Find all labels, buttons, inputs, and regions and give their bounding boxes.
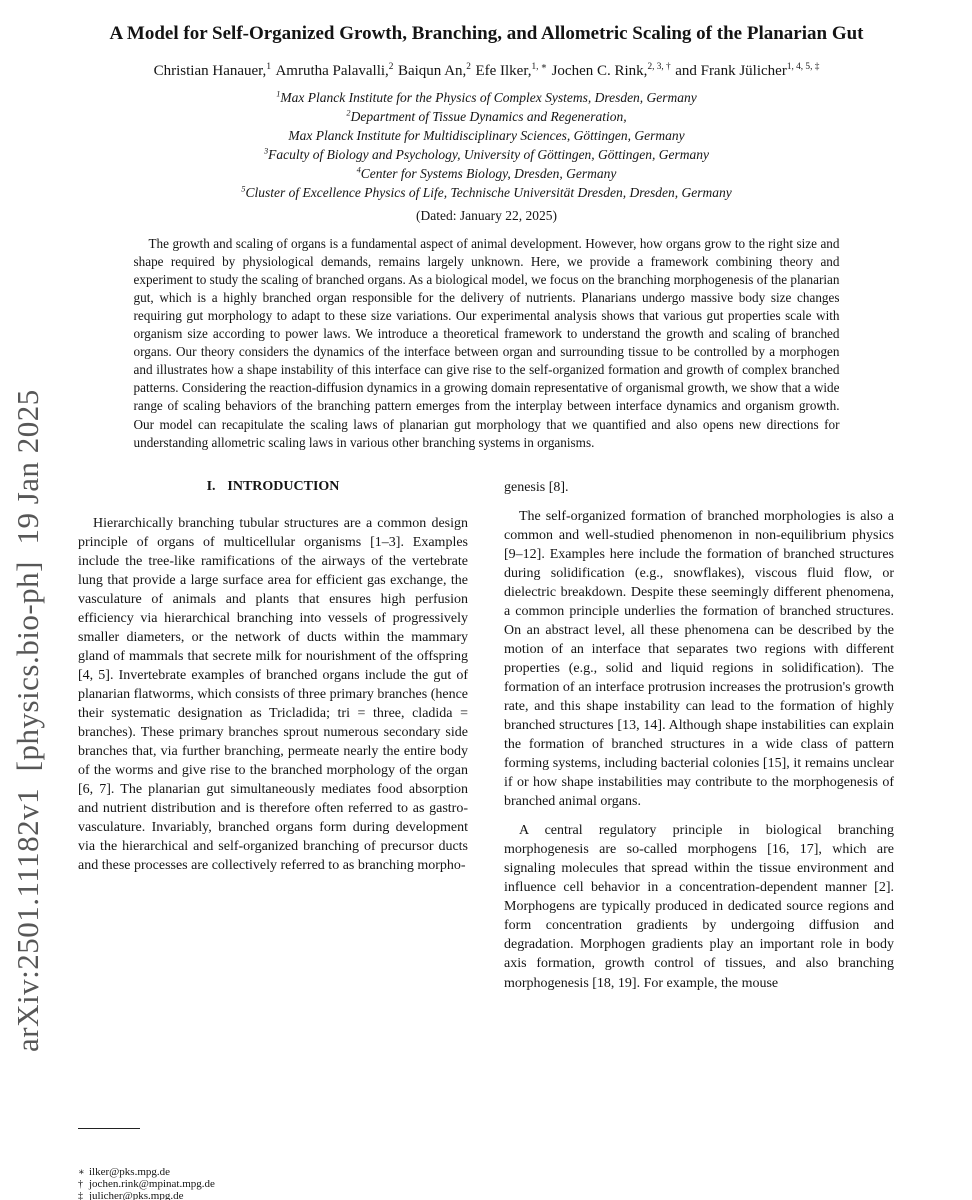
body-paragraph: The self-organized formation of branched morphologies is also a common and well-studied phenomenon in non-equilibrium physics [9–12]. Examples here include the formation of branched structures during solidification (e.g., snowflakes), viscous fluid flow, or dielectric breakdown. Despite these seemingly different phenomena, a common principle underlies the formation of branched structures. On an abstract level, all these phenomena can be described by the motion of an interface that separates two regions with different properties (e.g., solid and liquid regions in solidification). The formation of an interface protrusion increases the protrusion's growth rate, and this shape instability can lead to the formation of highly branched structures [13, 14]. Although shape instabilities can explain the formation of branched structures in a wide class of pattern forming systems, including bacterial colonies [15], it remains unclear if or how shape instabilities may contribute to the morphogenesis of branched animal organs.: [504, 508, 894, 810]
affiliation-marker: 3: [263, 146, 269, 156]
affiliation-line: [78, 184, 895, 203]
footnote-marker: ∗: [78, 1167, 85, 1178]
author-name: and Frank Jülicher: [675, 62, 787, 79]
author: [552, 63, 671, 79]
affiliation-marker: 5: [241, 184, 246, 194]
author-name: Amrutha Palavalli,: [275, 62, 389, 79]
body-paragraph: A central regulatory principle in biological branching morphogenesis are so-called morphogens [16, 17], which are signaling molecules that spread within the tissue environment and influence cell behavior in a concentration-dependent manner [2]. Morphogens are typically produced in dedicated source regions and form concentration gradients by undergoing diffusion and degradation. Morphogen gradients play an important role in body axis formation, growth control of tissues, and also branching morphogenesis [18, 19]. For example, the mouse: [504, 823, 894, 991]
author-affil-marker: 1, 4, 5, ‡: [786, 61, 820, 72]
affiliation-text: Max Planck Institute for the Physics of Complex Systems, Dresden, Germany: [280, 90, 697, 106]
author-affil-marker: 2: [388, 61, 394, 72]
affiliation-line: [78, 127, 895, 146]
paper-title: A Model for Self-Organized Growth, Branching, and Allometric Scaling of the Planarian Gut: [109, 23, 864, 44]
author: [475, 63, 547, 79]
author-name: Baiqun An,: [397, 62, 467, 79]
affiliation-text: Center for Systems Biology, Dresden, Germany: [360, 166, 617, 181]
footnote-marker: ‡: [78, 1190, 83, 1200]
author-affil-marker: 1: [266, 61, 271, 72]
affiliation-text: Department of Tissue Dynamics and Regeneration,: [350, 109, 627, 125]
footnote-marker: †: [78, 1178, 83, 1190]
left-column: [78, 478, 468, 1003]
author-name: Jochen C. Rink,: [551, 62, 648, 79]
affiliation-line: [78, 89, 895, 108]
footnote-area: [78, 1128, 468, 1200]
footnote-rule: [78, 1128, 140, 1129]
paper-content: [78, 0, 895, 1003]
affiliation-text: Cluster of Excellence Physics of Life, Technische Universität Dresden, Dresden, Germany: [245, 184, 732, 200]
arxiv-watermark: arXiv:2501.11182v1 [physics.bio-ph] 19 Jan 2025: [10, 389, 45, 1052]
author: [398, 63, 471, 79]
body-paragraph: genesis [8].: [504, 479, 569, 495]
footnote: [78, 1191, 468, 1200]
abstract: The growth and scaling of organs is a fundamental aspect of animal development. However, how organs grow to the right size and shape required by physiological demands, remains largely unknown. Here, we provide a framework combining theory and experiment to study the scaling of branched organs. As a biological model, we focus on the branching morphogenesis of the planarian gut, which is a highly branched organ responsible for the delivery of nutrients. Planarians undergo massive body size changes requiring gut morphology to adapt to these size variations. Our experimental analysis shows that various gut properties scale with organism size according to power laws. We introduce a theoretical framework to understand the growth and scaling of branched organs. Our theory considers the dynamics of the interface between organ and surrounding tissue to be controlled by a morphogen and illustrates how a shape instability of this interface can give rise to the self-organized formation and growth of complex branched patterns. Considering the reaction-diffusion dynamics in a growing domain representative of organismal growth, we show that a wide range of scaling behaviors of the branching pattern emerges from the interplay between interface dynamics and organism growth. Our model can recapitulate the scaling laws of planarian gut morphology that we quantified and also opens new directions for understanding allometric scaling laws in various other branching systems in organisms.: [133, 235, 840, 450]
affiliation-text: Faculty of Biology and Psychology, University of Göttingen, Göttingen, Germany: [268, 147, 710, 163]
body-paragraph: Hierarchically branching tubular structures are a common design principle of organs of multicellular organisms [1–3]. Examples include the tree-like ramifications of the airways of the vertebrate lung that provide a large surface area for efficient gas exchange, the vasculature of animals and plants that ensures high perfusion efficiency via hierarchical branching into vessels of progressively smaller diameters, or the network of ducts within the mammary gland of mammals that secrete milk for nourishment of the offspring [4, 5]. Invertebrate examples of branched organs include the gut of planarian flatworms, which consists of three primary branches (hence their systematic designation as Tricladida; tri = three, cladida = branches). These primary branches sprout numerous secondary side branches that, via further branching, permeate nearly the entire body of the worms and give rise to the branched morphology of the organ [6, 7]. The planarian gut simultaneously mediates food absorption and nutrient distribution and is therefore often referred to as gastro-vasculature. Invariably, branched organs form during development via the hierarchical and self-organized branching of precursor ducts and these processes are collectively referred to as branching morpho-: [78, 515, 468, 874]
affiliation-marker: 4: [356, 165, 361, 175]
affiliation-line: [78, 108, 895, 127]
affiliation-marker: 1: [276, 89, 281, 99]
author: [275, 63, 393, 79]
affiliation-text: Max Planck Institute for Multidisciplinary Sciences, Göttingen, Germany: [288, 128, 685, 144]
affiliation-line: [78, 146, 895, 165]
author-affil-marker: 1, ∗: [531, 61, 548, 72]
section-heading-introduction: [78, 479, 468, 495]
author-affil-marker: 2: [466, 61, 471, 72]
affiliation-marker: 2: [346, 108, 351, 118]
author-name: Christian Hanauer,: [153, 62, 267, 79]
section-number: I.: [206, 478, 216, 494]
date-line: (Dated: January 22, 2025): [416, 207, 557, 223]
footnote-email: ilker@pks.mpg.de: [89, 1166, 171, 1178]
footnote-email: jochen.rink@mpinat.mpg.de: [89, 1177, 215, 1190]
footnote-email: julicher@pks.mpg.de: [89, 1189, 184, 1200]
section-title: INTRODUCTION: [227, 478, 340, 494]
author-affil-marker: 2, 3, †: [647, 61, 671, 72]
author-line: [78, 62, 895, 81]
author: [154, 63, 271, 79]
right-column: [504, 478, 894, 1003]
affiliations-block: [78, 89, 895, 202]
author-name: Efe Ilker,: [475, 62, 532, 79]
affiliation-line: [78, 165, 895, 184]
two-column-body: [78, 478, 895, 1003]
author: [675, 63, 819, 79]
